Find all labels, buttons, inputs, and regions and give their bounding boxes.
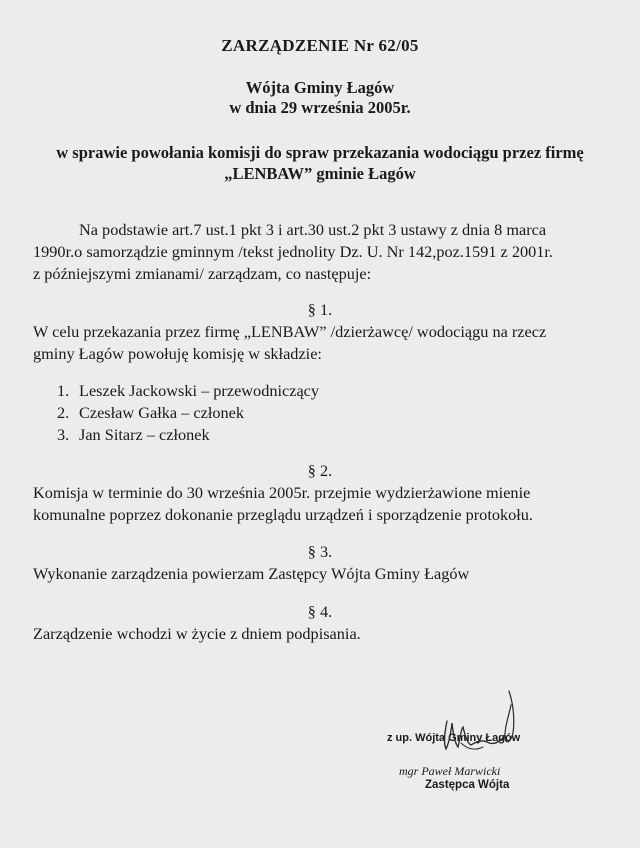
handwritten-signature (425, 683, 535, 763)
committee-item-number: 3. (57, 425, 70, 444)
section-1-marker: § 1. (307, 300, 333, 319)
signatory-name: mgr Paweł Marwicki (399, 764, 501, 778)
committee-item-text: Leszek Jackowski – przewodniczący (79, 381, 320, 400)
committee-item (57, 381, 319, 401)
document-issuer: Wójta Gminy Łagów (245, 78, 395, 97)
subject-line-2: „LENBAW” gminie Łagów (224, 164, 416, 183)
document-date: w dnia 29 września 2005r. (229, 98, 411, 117)
signatory-role: Zastępca Wójta (425, 779, 510, 791)
section-4-marker: § 4. (307, 602, 333, 621)
committee-item-number: 2. (57, 403, 70, 422)
preamble-line-1: Na podstawie art.7 ust.1 pkt 3 i art.30 ust.2 pkt 3 ustawy z dnia 8 marca (79, 220, 547, 239)
section-1-line-2: gminy Łagów powołuję komisję w składzie: (33, 344, 322, 363)
section-3-line-1: Wykonanie zarządzenia powierzam Zastępcy Wójta Gminy Łagów (33, 564, 470, 583)
section-2-line-2: komunalne poprzez dokonanie przeglądu urządzeń i sporządzenie protokołu. (33, 505, 533, 524)
subject-line-1: w sprawie powołania komisji do spraw przekazania wodociągu przez firmę (56, 143, 584, 162)
preamble-line-3: z późniejszymi zmianami/ zarządzam, co następuje: (33, 264, 372, 283)
preamble-line-2: 1990r.o samorządzie gminnym /tekst jednolity Dz. U. Nr 142,poz.1591 z 2001r. (33, 242, 554, 261)
section-2-marker: § 2. (307, 461, 333, 480)
committee-item (57, 403, 244, 423)
section-1-line-1: W celu przekazania przez firmę „LENBAW” /dzierżawcę/ wodociągu na rzecz (33, 322, 547, 341)
committee-item-text: Jan Sitarz – członek (79, 425, 210, 444)
signature-stamp-line: z up. Wójta Gminy Łagów (387, 732, 521, 744)
section-4-line-1: Zarządzenie wchodzi w życie z dniem podpisania. (33, 624, 361, 643)
committee-item-text: Czesław Gałka – członek (79, 403, 245, 422)
section-3-marker: § 3. (307, 542, 333, 561)
document-title: ZARZĄDZENIE Nr 62/05 (221, 36, 419, 55)
section-2-line-1: Komisja w terminie do 30 września 2005r. przejmie wydzierżawione mienie (33, 483, 531, 502)
committee-item-number: 1. (57, 381, 70, 400)
committee-item (57, 425, 210, 445)
